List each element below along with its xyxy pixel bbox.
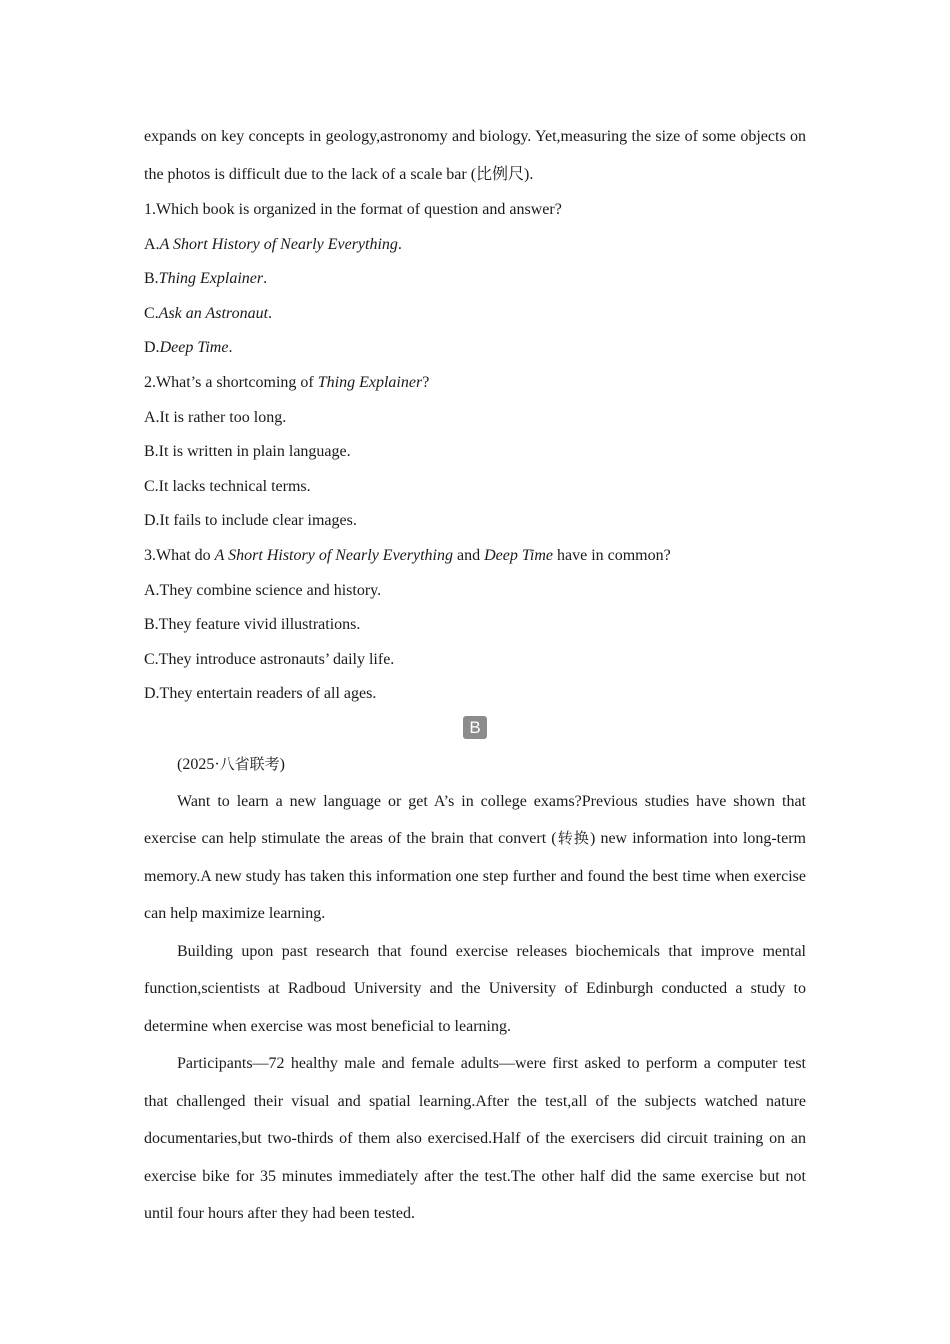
intro-paragraph: expands on key concepts in geology,astronomy and biology. Yet,measuring the size of some objects on the photos is difficult due to the lack of a scale bar (比例尺). bbox=[144, 128, 806, 183]
passage-paragraph-2: Building upon past research that found exercise releases biochemicals that improve mental function,scientists at Radboud University and the University of Edinburgh conducted a study to determine when exercise was most beneficial to learning. bbox=[144, 942, 806, 1035]
question-1-option-c: C.Ask an Astronaut. bbox=[144, 304, 273, 322]
question-3-stem: 3.What do A Short History of Nearly Everything and Deep Time have in common? bbox=[144, 546, 671, 564]
question-2-option-a: A.It is rather too long. bbox=[144, 408, 287, 426]
question-3-option-d: D.They entertain readers of all ages. bbox=[144, 685, 377, 703]
document-page bbox=[144, 118, 806, 1233]
question-3-option-b: B.They feature vivid illustrations. bbox=[144, 616, 361, 634]
question-1-stem: 1.Which book is organized in the format of question and answer? bbox=[144, 201, 562, 218]
passage-paragraph-3: Participants—72 healthy male and female adults—were first asked to perform a computer test that challenged their visual and spatial learning.After the test,all of the subjects watched nature documentaries,but two-thirds of them also exercised.Half of the exercisers did circuit training on an exercise bike for 35 minutes immediately after the test.The other half did the same exercise but not until four hours after they had been tested. bbox=[144, 1055, 806, 1223]
question-1-option-d: D.Deep Time. bbox=[144, 339, 233, 357]
question-2-option-c: C.It lacks technical terms. bbox=[144, 477, 311, 495]
passage-paragraph-1: Want to learn a new language or get A’s in college exams?Previous studies have shown that exercise can help stimulate the areas of the brain that convert (转换) new information into long-term memory.A new study has taken this information one step further and found the best time when exercise can help maximize learning. bbox=[144, 792, 806, 923]
question-2-stem: 2.What’s a shortcoming of Thing Explainer? bbox=[144, 373, 430, 391]
section-b-badge: B bbox=[463, 716, 487, 739]
question-1-option-a: A.A Short History of Nearly Everything. bbox=[144, 235, 402, 253]
question-2-option-b: B.It is written in plain language. bbox=[144, 443, 351, 461]
question-2-option-d: D.It fails to include clear images. bbox=[144, 512, 357, 530]
question-3-option-a: A.They combine science and history. bbox=[144, 581, 382, 599]
passage-source: (2025·八省联考) bbox=[177, 754, 285, 773]
question-3-option-c: C.They introduce astronauts’ daily life. bbox=[144, 650, 395, 668]
section-badge-row bbox=[144, 712, 806, 746]
question-1-option-b: B.Thing Explainer. bbox=[144, 270, 268, 288]
